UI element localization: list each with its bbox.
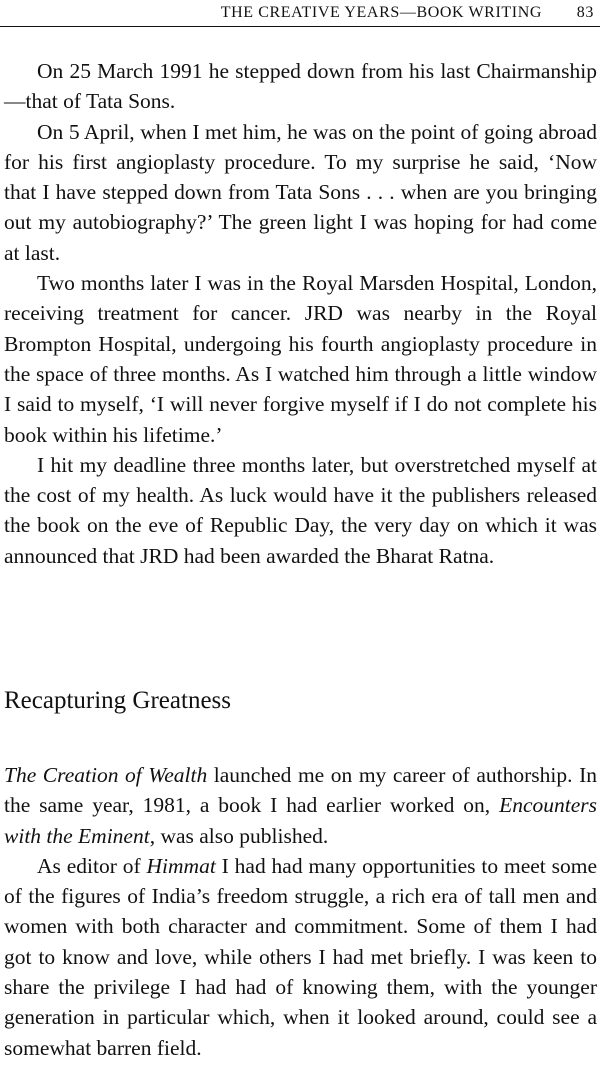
- body-text-block: [4, 56, 597, 571]
- paragraph: On 25 March 1991 he stepped down from his last Chairmanship—that of Tata Sons.: [4, 59, 597, 114]
- paragraph: Two months later I was in the Royal Marsden Hospital, London, receiving treatment for cancer. JRD was nearby in the Royal Brompton Hospital, undergoing his fourth angioplasty procedure in the space of three months. As I watched him through a little window I said to myself, ‘I will never forgive myself if I do not complete his book within his lifetime.’: [4, 271, 597, 447]
- paragraph-text: , was also published.: [149, 823, 329, 848]
- magazine-title: Himmat: [146, 853, 216, 878]
- paragraph: [4, 760, 597, 851]
- page-number: 83: [576, 4, 594, 21]
- paragraph: I hit my deadline three months later, but overstretched myself at the cost of my health. As luck would have it the publishers released the book on the eve of Republic Day, the very day on which it was announced that JRD had been awarded the Bharat Ratna.: [4, 452, 597, 568]
- book-title: The Creation of Wealth: [4, 763, 208, 787]
- paragraph-text: launched me on my career of authorship. In the same year, 1981, a book I had earlier worked on,: [4, 763, 597, 818]
- paragraph: On 5 April, when I met him, he was on the point of going abroad for his first angioplasty procedure. To my surprise he said, ‘Now that I have stepped down from Tata Sons . . . when are you bringing out my autobiography?’ The green light I was hoping for had come at last.: [4, 119, 597, 265]
- running-header: [0, 2, 600, 27]
- paragraph-text: I had had many opportunities to meet some of the figures of India’s freedom struggle, a rich era of tall men and women with both character and commitment. Some of them I had got to know and love, while others I had met briefly. I was keen to share the privilege I had had of knowing them, with the younger generation in particular which, when it looked around, could see a somewhat barren field.: [4, 853, 597, 1060]
- running-title: THE CREATIVE YEARS—BOOK WRITING: [220, 4, 542, 21]
- book-title: Encounters with the Eminent: [4, 793, 597, 848]
- section-heading: Recapturing Greatness: [4, 687, 232, 714]
- section-body: [4, 760, 597, 1063]
- paragraph: [4, 851, 597, 1063]
- paragraph-text: As editor of: [37, 853, 147, 878]
